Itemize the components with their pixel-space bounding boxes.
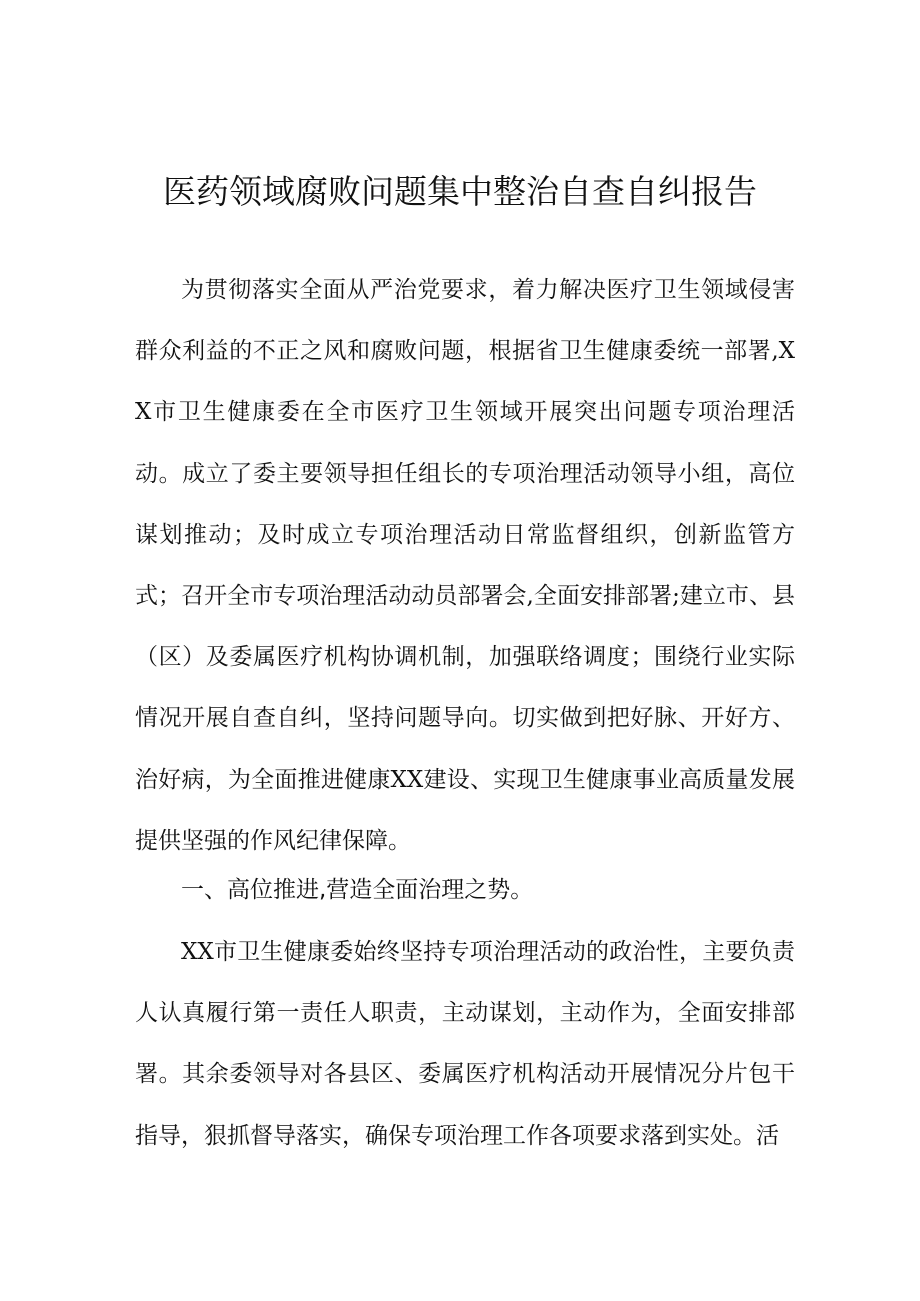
paragraph-section-1: XX市卫生健康委始终坚持专项治理活动的政治性，主要负责人认真履行第一责任人职责，主动谋划，主动作为，全面安排部署。其余委领导对各县区、委属医疗机构活动开展情况分片包干指导，狠抓督导落实，确保专项治理工作各项要求落到实处。活 [135,939,795,1149]
paragraph-intro: 为贯彻落实全面从严治党要求，着力解决医疗卫生领域侵害群众利益的不正之风和腐败问题，根据省卫生健康委统一部署,XX市卫生健康委在全市医疗卫生领域开展突出问题专项治理活动。成立了委主要领导担任组长的专项治理活动领导小组，高位谋划推动；及时成立专项治理活动日常监督组织，创新监管方式；召开全市专项治理活动动员部署会,全面安排部署;建立市、县（区）及委属医疗机构协调机制，加强联络调度；围绕行业实际情况开展自查自纠，坚持问题导向。切实做到把好脉、开好方、治好病，为全面推进健康XX建设、实现卫生健康事业高质量发展提供坚强的作风纪律保障。 [135,277,795,854]
section-heading-1: 一、高位推进,营造全面治理之势。 [181,877,534,903]
document-title: 医药领域腐败问题集中整治自查自纠报告 [163,172,757,211]
